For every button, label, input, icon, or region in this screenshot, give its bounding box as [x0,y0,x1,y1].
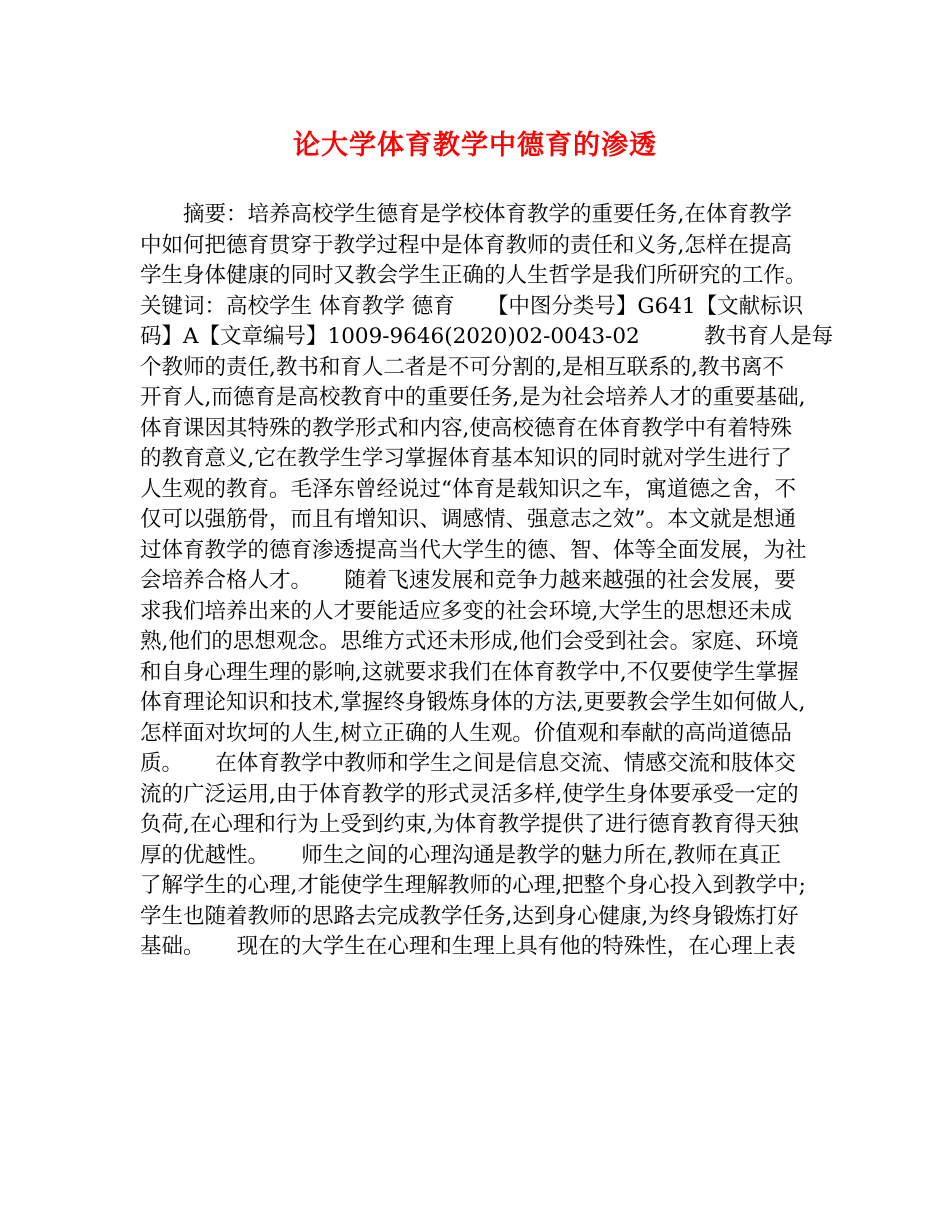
body-line: 码】A【文章编号】1009-9646(2020)02-0043-02 教书育人是每 [140,324,834,349]
body-line: 个教师的责任,教书和育人二者是不可分割的,是相互联系的,教书离不 [140,354,785,380]
body-line: 求我们培养出来的人才要能适应多变的社会环境,大学生的思想还未成 [140,598,792,624]
body-line: 负荷,在心理和行为上受到约束,为体育教学提供了进行德育教育得天独 [140,812,799,837]
body-line: 中如何把德育贯穿于教学过程中是体育教师的责任和义务,怎样在提高 [140,232,792,258]
body-line: 了解学生的心理,才能使学生理解教师的心理,把整个身心投入到教学中; [140,873,806,898]
body-line: 开育人,而德育是高校教育中的重要任务,是为社会培养人才的重要基础, [140,385,806,410]
body-line: 学生身体健康的同时又教会学生正确的人生哲学是我们所研究的工作。 [140,263,807,288]
body-line: 摘要：培养高校学生德育是学校体育教学的重要任务,在体育教学 [140,202,792,227]
body-line: 人生观的教育。毛泽东曾经说过“体育是载知识之车，寓道德之舍，不 [140,476,796,502]
body-line: 体育理论知识和技术,掌握终身锻炼身体的方法,更要教会学生如何做人, [140,690,806,715]
body-line: 流的广泛运用,由于体育教学的形式灵活多样,使学生身体要承受一定的 [140,781,799,807]
body-line: 关键词：高校学生 体育教学 德育 【中图分类号】G641【文献标识 [140,293,804,319]
document-body [140,200,834,963]
body-line: 和自身心理生理的影响,这就要求我们在体育教学中,不仅要使学生掌握 [140,659,799,685]
body-line: 怎样面对坎坷的人生,树立正确的人生观。价值观和奉献的高尚道德品 [140,720,792,746]
body-line: 体育课因其特殊的教学形式和内容,使高校德育在体育教学中有着特殊 [140,415,792,441]
body-line: 学生也随着教师的思路去完成教学任务,达到身心健康,为终身锻炼打好 [140,903,799,929]
body-line: 质。 在体育教学中教师和学生之间是信息交流、情感交流和肢体交 [140,751,796,776]
body-line: 熟,他们的思想观念。思维方式还未形成,他们会受到社会。家庭、环境 [140,629,799,654]
body-line: 过体育教学的德育渗透提高当代大学生的德、智、体等全面发展，为社 [140,537,807,563]
document-title: 论大学体育教学中德育的渗透 [293,130,657,161]
body-line: 基础。 现在的大学生在心理和生理上具有他的特殊性，在心理上表 [140,934,796,959]
body-line: 的教育意义,它在教学生学习掌握体育基本知识的同时就对学生进行了 [140,446,792,471]
body-line: 厚的优越性。 师生之间的心理沟通是教学的魅力所在,教师在真正 [140,842,782,868]
body-line: 仅可以强筋骨，而且有增知识、调感情、强意志之效”。本文就是想通 [140,507,796,532]
body-line: 会培养合格人才。 随着飞速发展和竞争力越来越强的社会发展，要 [140,568,796,593]
